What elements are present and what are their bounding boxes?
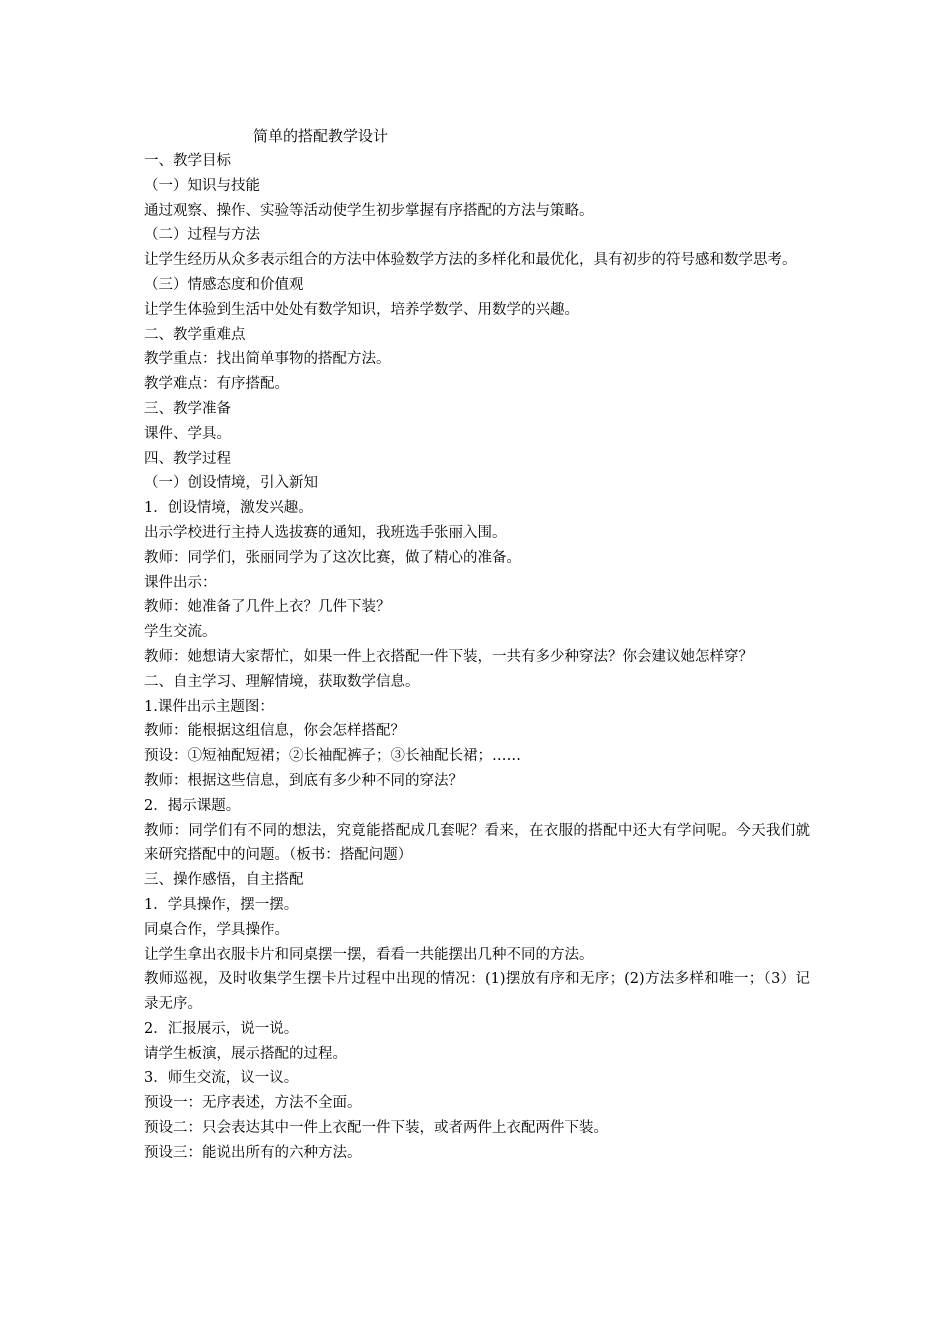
paragraph: 1．学具操作，摆一摆。 xyxy=(144,896,299,913)
paragraph: 预设三：能说出所有的六种方法。 xyxy=(144,1144,362,1161)
paragraph: 让学生经历从众多表示组合的方法中体验数学方法的多样化和最优化，具有初步的符号感和数学思考。 xyxy=(144,252,797,269)
subheading-attitude-values: （三）情感态度和价值观 xyxy=(144,276,304,293)
paragraph: 同桌合作，学具操作。 xyxy=(144,921,289,938)
subheading-situation: （一）创设情境，引入新知 xyxy=(144,475,318,492)
heading-preparation: 三、教学准备 xyxy=(144,400,231,417)
heading-teaching-goals: 一、教学目标 xyxy=(144,153,231,169)
paragraph: 2．汇报展示，说一说。 xyxy=(144,1020,299,1037)
subheading-operation: 三、操作感悟，自主搭配 xyxy=(144,872,304,889)
paragraph: 教师：同学们有不同的想法，究竟能搭配成几套呢？看来，在衣服的搭配中还大有学问呢。今天我们就来研究搭配中的问题。（板书：搭配问题） xyxy=(144,822,810,864)
paragraph: 教师：根据这些信息，到底有多少种不同的穿法？ xyxy=(144,772,463,789)
paragraph: 教师：能根据这组信息，你会怎样搭配？ xyxy=(144,723,405,740)
paragraph: 教师：她想请大家帮忙，如果一件上衣搭配一件下装，一共有多少种穿法？你会建议她怎样穿？ xyxy=(144,648,753,665)
paragraph: 教学难点：有序搭配。 xyxy=(144,376,289,393)
paragraph: 预设二：只会表达其中一件上衣配一件下装，或者两件上衣配两件下装。 xyxy=(144,1120,608,1137)
paragraph: 预设一：无序表述，方法不全面。 xyxy=(144,1095,362,1112)
paragraph: 课件、学具。 xyxy=(144,425,231,442)
document-title: 简单的搭配教学设计 xyxy=(253,127,389,145)
subheading-self-study: 二、自主学习、理解情境，获取数学信息。 xyxy=(144,673,420,690)
paragraph: 让学生拿出衣服卡片和同桌摆一摆，看看一共能摆出几种不同的方法。 xyxy=(144,946,594,963)
subheading-knowledge-skills: （一）知识与技能 xyxy=(144,177,260,194)
paragraph: 让学生体验到生活中处处有数学知识，培养学数学、用数学的兴趣。 xyxy=(144,301,579,318)
document-body xyxy=(144,149,810,1166)
paragraph: 教学重点：找出简单事物的搭配方法。 xyxy=(144,351,391,368)
paragraph: 教师：同学们，张丽同学为了这次比赛，做了精心的准备。 xyxy=(144,549,521,566)
paragraph: 学生交流。 xyxy=(144,624,217,641)
heading-teaching-process: 四、教学过程 xyxy=(144,450,231,467)
paragraph: 教师：她准备了几件上衣？几件下装？ xyxy=(144,599,391,616)
heading-key-points: 二、教学重难点 xyxy=(144,326,246,343)
paragraph: 课件出示： xyxy=(144,574,217,591)
paragraph: 预设：①短袖配短裙；②长袖配裤子；③长袖配长裙；…… xyxy=(144,748,521,765)
paragraph: 1.课件出示主题图： xyxy=(144,698,274,715)
paragraph: 通过观察、操作、实验等活动使学生初步掌握有序搭配的方法与策略。 xyxy=(144,202,594,219)
paragraph: 1．创设情境，激发兴趣。 xyxy=(144,500,313,517)
paragraph: 请学生板演，展示搭配的过程。 xyxy=(144,1045,347,1062)
paragraph: 2．揭示课题。 xyxy=(144,797,241,814)
subheading-process-method: （二）过程与方法 xyxy=(144,227,260,244)
paragraph: 出示学校进行主持人选拔赛的通知，我班选手张丽入围。 xyxy=(144,524,507,541)
paragraph: 教师巡视，及时收集学生摆卡片过程中出现的情况：(1)摆放有序和无序；(2)方法多样和唯一；（3）记录无序。 xyxy=(144,971,810,1013)
paragraph: 3．师生交流，议一议。 xyxy=(144,1070,299,1087)
